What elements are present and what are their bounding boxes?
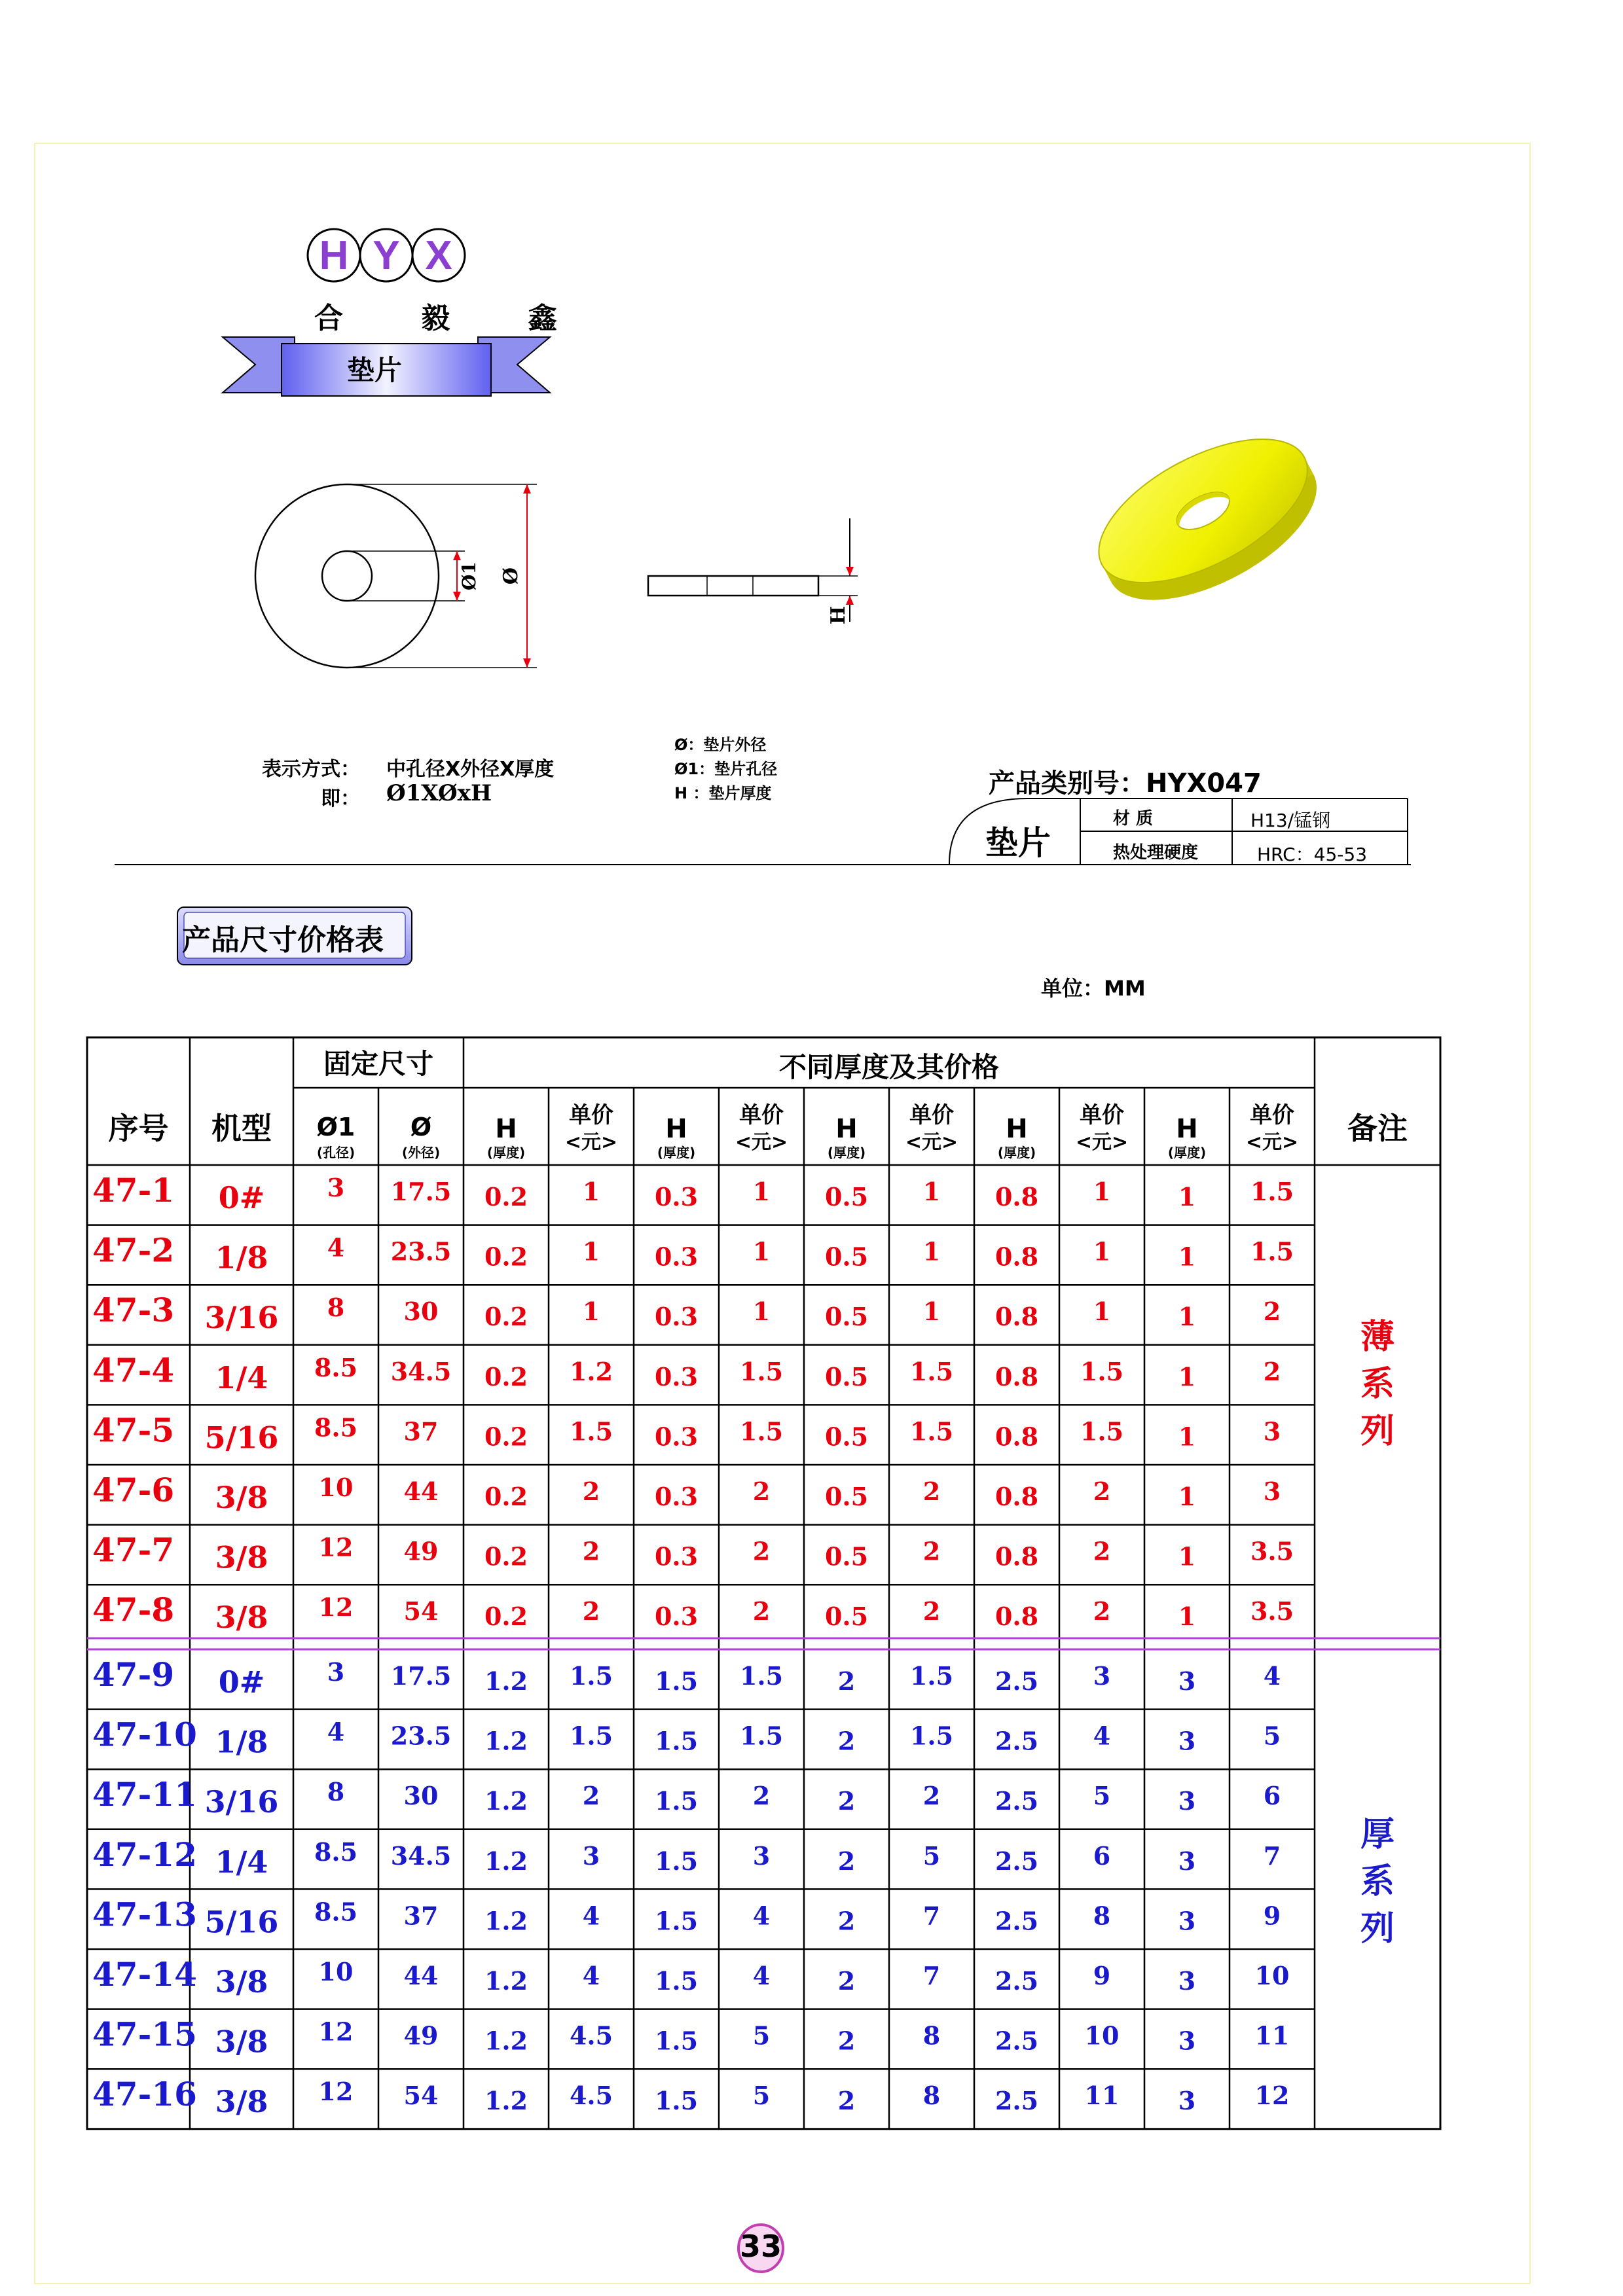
expression-label: 表示方式： (262, 758, 360, 781)
table-cell: 0# (218, 1180, 265, 1215)
group-note: 系 (1360, 1862, 1395, 1901)
table-cell: 5 (1263, 1721, 1281, 1751)
hardness-label: 热处理硬度 (1113, 843, 1199, 863)
table-cell: 1.5 (739, 1661, 784, 1691)
table-cell: 3/8 (215, 1964, 268, 2000)
table-cell: 4 (327, 1717, 345, 1747)
table-cell: 3/16 (204, 1300, 279, 1336)
table-cell: 37 (403, 1901, 439, 1931)
table-cell: 49 (403, 1536, 439, 1566)
table-cell: 3.5 (1250, 1596, 1294, 1626)
table-cell: 0.5 (824, 1302, 869, 1332)
table-cell: 1.5 (569, 1661, 613, 1691)
table-cell: 3/8 (215, 1600, 268, 1636)
header-note: 备注 (1347, 1111, 1408, 1146)
table-cell: 8 (1093, 1901, 1111, 1931)
table-cell: 0.2 (484, 1602, 528, 1632)
table-cell: 3 (327, 1657, 345, 1687)
logo-letter-h: H (319, 233, 349, 278)
table-cell: 47-6 (92, 1471, 175, 1509)
table-cell: 1 (1178, 1182, 1196, 1211)
header-price-sub-1: <元> (564, 1131, 618, 1154)
table-cell: 1 (1178, 1361, 1196, 1391)
table-cell: 1.5 (1080, 1356, 1124, 1386)
table-cell: 10 (1084, 2020, 1120, 2051)
table-cell: 1.2 (484, 1666, 528, 1696)
table-cell: 5 (752, 2081, 771, 2111)
legend-thickness: H ：垫片厚度 (674, 784, 772, 802)
table-cell: 2 (837, 1726, 856, 1756)
table-cell: 4 (1093, 1721, 1111, 1751)
table-cell: 1.5 (654, 2026, 699, 2056)
header-thickness-3: H (835, 1114, 858, 1144)
table-cell: 3 (327, 1173, 345, 1202)
table-cell: 12 (318, 1592, 354, 1623)
table-cell: 2 (837, 1846, 856, 1876)
table-cell: 2 (837, 2086, 856, 2116)
expression-eq-label: 即： (321, 787, 360, 810)
table-cell: 0.5 (824, 1182, 869, 1211)
table-cell: 4 (752, 1901, 771, 1931)
table-cell: 3 (1178, 1846, 1196, 1876)
table-cell: 2.5 (994, 1966, 1039, 1996)
table-cell: 1 (582, 1236, 600, 1266)
table-cell: 1 (1093, 1297, 1111, 1327)
table-cell: 0.8 (994, 1361, 1039, 1391)
group-note: 列 (1360, 1412, 1395, 1451)
table-cell: 0.8 (994, 1422, 1039, 1452)
table-cell: 0.2 (484, 1541, 528, 1571)
header-thickness-sub-1: (厚度) (486, 1145, 526, 1160)
table-cell: 5 (922, 1840, 941, 1871)
table-cell: 12 (318, 2077, 354, 2107)
table-cell: 1.5 (909, 1356, 954, 1386)
table-cell: 47-9 (92, 1655, 175, 1694)
table-cell: 2 (922, 1596, 941, 1626)
table-cell: 6 (1093, 1840, 1111, 1871)
header-thickness-5: H (1176, 1114, 1198, 1144)
table-cell: 47-12 (92, 1835, 197, 1874)
table-cell: 2 (752, 1596, 771, 1626)
table-cell: 2 (752, 1477, 771, 1506)
table-cell: 1/8 (215, 1240, 268, 1276)
table-cell: 0.8 (994, 1182, 1039, 1211)
table-cell: 11 (1254, 2020, 1290, 2051)
table-cell: 1/8 (215, 1724, 268, 1760)
table-cell: 8 (327, 1293, 345, 1323)
group-note: 系 (1360, 1365, 1395, 1404)
table-cell: 0.5 (824, 1422, 869, 1452)
table-cell: 0.8 (994, 1482, 1039, 1511)
header-price-sub-2: <元> (735, 1131, 788, 1154)
table-cell: 0.8 (994, 1541, 1039, 1571)
table-cell: 1.5 (1250, 1236, 1294, 1266)
header-outer-sub: (外径) (401, 1145, 441, 1160)
table-cell: 23.5 (390, 1236, 452, 1266)
table-cell: 3 (1263, 1416, 1281, 1446)
table-cell: 0.2 (484, 1482, 528, 1511)
unit-label: 单位：MM (1041, 976, 1146, 1001)
table-cell: 3 (1178, 2086, 1196, 2116)
table-cell: 7 (922, 1961, 941, 1990)
group-note: 薄 (1360, 1318, 1395, 1357)
material-value: H13/锰钢 (1250, 810, 1331, 831)
table-cell: 4 (582, 1901, 600, 1931)
table-cell: 2 (582, 1596, 600, 1626)
material-label: 材 质 (1113, 809, 1154, 829)
header-thickness-sub-2: (厚度) (657, 1145, 696, 1160)
table-cell: 54 (403, 1596, 439, 1626)
header-seq: 序号 (108, 1111, 169, 1146)
table-cell: 1 (1178, 1541, 1196, 1571)
table-cell: 1.5 (654, 1666, 699, 1696)
table-cell: 3 (1178, 1726, 1196, 1756)
table-cell: 0.3 (654, 1541, 699, 1571)
table-cell: 2 (922, 1477, 941, 1506)
table-cell: 2.5 (994, 1846, 1039, 1876)
table-cell: 47-5 (92, 1410, 175, 1450)
thickness-label: H (827, 605, 850, 625)
table-cell: 3 (1263, 1477, 1281, 1506)
table-cell: 47-16 (92, 2075, 197, 2114)
table-cell: 1.2 (484, 1966, 528, 1996)
table-cell: 8.5 (314, 1897, 358, 1927)
table-cell: 2 (1263, 1356, 1281, 1386)
table-cell: 0.8 (994, 1602, 1039, 1632)
hole-diameter-label: Ø1 (458, 562, 480, 590)
table-cell: 10 (318, 1957, 354, 1986)
table-cell: 1 (1178, 1482, 1196, 1511)
table-cell: 8 (922, 2081, 941, 2111)
table-cell: 1.2 (484, 1726, 528, 1756)
table-cell: 3 (1093, 1661, 1111, 1691)
table-cell: 0.3 (654, 1182, 699, 1211)
expression-formula: Ø1XØxH (386, 780, 492, 806)
washer-3d-image (1080, 419, 1329, 609)
table-cell: 1.5 (1250, 1177, 1294, 1206)
header-outer-diameter: Ø (410, 1113, 432, 1141)
table-cell: 2 (1093, 1477, 1111, 1506)
table-cell: 1.5 (909, 1661, 954, 1691)
table-cell: 2.5 (994, 1726, 1039, 1756)
table-cell: 3 (752, 1840, 771, 1871)
category-label: 垫片 (347, 354, 403, 386)
logo-letter-y: Y (373, 233, 400, 278)
table-cell: 30 (403, 1781, 439, 1811)
table-cell: 1.2 (484, 1786, 528, 1816)
page-number: 33 (739, 2229, 782, 2264)
table-cell: 6 (1263, 1781, 1281, 1811)
table-cell: 0.5 (824, 1602, 869, 1632)
table-cell: 1 (1093, 1177, 1111, 1206)
table-cell: 2.5 (994, 1906, 1039, 1936)
table-cell: 0.5 (824, 1361, 869, 1391)
table-cell: 17.5 (390, 1177, 452, 1206)
table-cell: 1.2 (569, 1356, 613, 1386)
table-cell: 2 (837, 1966, 856, 1996)
table-cell: 1 (922, 1236, 941, 1266)
table-cell: 0.2 (484, 1361, 528, 1391)
table-cell: 1.5 (654, 1846, 699, 1876)
table-cell: 47-2 (92, 1230, 175, 1270)
price-table-title: 产品尺寸价格表 (182, 924, 384, 957)
table-cell: 0.3 (654, 1302, 699, 1332)
table-cell: 3.5 (1250, 1536, 1294, 1566)
table-cell: 3 (1178, 1906, 1196, 1936)
table-cell: 2.5 (994, 2026, 1039, 2056)
header-thickness-sub-4: (厚度) (997, 1145, 1036, 1160)
header-hole-sub: (孔径) (316, 1145, 356, 1160)
table-cell: 1.5 (569, 1416, 613, 1446)
table-cell: 5 (752, 2020, 771, 2051)
table-cell: 4 (582, 1961, 600, 1990)
table-cell: 3 (1178, 1966, 1196, 1996)
table-cell: 0.5 (824, 1242, 869, 1272)
table-cell: 30 (403, 1297, 439, 1327)
table-cell: 1.5 (1080, 1416, 1124, 1446)
header-price-4: 单价 (1080, 1102, 1124, 1128)
header-price-sub-3: <元> (905, 1131, 958, 1154)
header-price-3: 单价 (909, 1102, 954, 1128)
legend-outer: Ø：垫片外径 (674, 736, 767, 754)
table-cell: 1.5 (654, 1906, 699, 1936)
table-cell: 2 (837, 1666, 856, 1696)
table-cell: 47-14 (92, 1955, 197, 1994)
table-cell: 1.5 (739, 1356, 784, 1386)
hardness-value: HRC：45-53 (1257, 844, 1368, 865)
table-cell: 0.3 (654, 1482, 699, 1511)
header-thickness-sub-5: (厚度) (1167, 1145, 1207, 1160)
washer-side-view (642, 511, 864, 641)
table-cell: 0.3 (654, 1602, 699, 1632)
table-cell: 47-15 (92, 2015, 197, 2054)
table-cell: 1 (752, 1297, 771, 1327)
table-cell: 2 (582, 1781, 600, 1811)
table-cell: 8.5 (314, 1837, 358, 1867)
table-cell: 47-1 (92, 1171, 175, 1210)
table-cell: 12 (1254, 2081, 1290, 2111)
table-cell: 49 (403, 2020, 439, 2051)
table-cell: 47-7 (92, 1530, 175, 1570)
table-cell: 0.2 (484, 1242, 528, 1272)
table-cell: 47-11 (92, 1775, 197, 1814)
table-cell: 8 (922, 2020, 941, 2051)
table-cell: 10 (318, 1473, 354, 1502)
header-price-2: 单价 (739, 1102, 784, 1128)
table-cell: 0.5 (824, 1482, 869, 1511)
table-cell: 0.2 (484, 1422, 528, 1452)
table-cell: 1 (922, 1297, 941, 1327)
table-cell: 2 (837, 1906, 856, 1936)
outer-diameter-label: Ø (500, 567, 522, 585)
table-cell: 9 (1093, 1961, 1111, 1990)
table-cell: 0.2 (484, 1302, 528, 1332)
header-thickness-1: H (495, 1114, 517, 1144)
table-cell: 1.5 (654, 1966, 699, 1996)
table-cell: 2.5 (994, 1666, 1039, 1696)
header-model: 机型 (211, 1111, 272, 1146)
table-cell: 0# (218, 1664, 265, 1700)
logo-letter-x: X (425, 233, 452, 278)
table-cell: 17.5 (390, 1661, 452, 1691)
header-price-sub-5: <元> (1245, 1131, 1299, 1154)
table-cell: 1 (922, 1177, 941, 1206)
table-cell: 47-8 (92, 1590, 175, 1630)
table-cell: 4 (327, 1232, 345, 1263)
table-cell: 0.2 (484, 1182, 528, 1211)
table-cell: 4 (752, 1961, 771, 1990)
header-hole-diameter: Ø1 (316, 1113, 356, 1141)
table-cell: 1.5 (909, 1416, 954, 1446)
header-price-5: 单价 (1250, 1102, 1294, 1128)
expression-text: 中孔径X外径X厚度 (386, 758, 555, 781)
table-cell: 12 (318, 1532, 354, 1562)
table-cell: 7 (1263, 1840, 1281, 1871)
table-cell: 1.5 (909, 1721, 954, 1751)
table-cell: 2 (582, 1536, 600, 1566)
table-cell: 47-13 (92, 1895, 197, 1934)
table-cell: 0.3 (654, 1242, 699, 1272)
table-cell: 2.5 (994, 2086, 1039, 2116)
table-cell: 1.2 (484, 1906, 528, 1936)
header-thickness-2: H (665, 1114, 687, 1144)
table-cell: 3 (1178, 1786, 1196, 1816)
catalog-number: 产品类别号：HYX047 (989, 768, 1262, 798)
group-note: 列 (1360, 1909, 1395, 1948)
table-cell: 1 (752, 1177, 771, 1206)
table-cell: 1.2 (484, 1846, 528, 1876)
table-cell: 3/8 (215, 1480, 268, 1515)
table-cell: 1 (1178, 1302, 1196, 1332)
table-cell: 37 (403, 1416, 439, 1446)
table-cell: 8.5 (314, 1412, 358, 1443)
table-cell: 1/4 (215, 1844, 268, 1880)
header-price-1: 单价 (569, 1102, 613, 1128)
table-cell: 34.5 (390, 1356, 452, 1386)
table-cell: 2 (837, 1786, 856, 1816)
table-cell: 5 (1093, 1781, 1111, 1811)
table-cell: 2 (837, 2026, 856, 2056)
table-cell: 0.5 (824, 1541, 869, 1571)
table-cell: 1 (752, 1236, 771, 1266)
table-cell: 0.8 (994, 1302, 1039, 1332)
table-cell: 3/8 (215, 2024, 268, 2060)
table-cell: 0.8 (994, 1242, 1039, 1272)
table-cell: 0.3 (654, 1361, 699, 1391)
table-cell: 11 (1084, 2081, 1120, 2111)
table-cell: 2 (752, 1536, 771, 1566)
table-cell: 34.5 (390, 1840, 452, 1871)
table-cell: 1.5 (569, 1721, 613, 1751)
table-cell: 1.5 (654, 2086, 699, 2116)
table-cell: 1 (1178, 1422, 1196, 1452)
hyx-logo (301, 226, 471, 285)
table-cell: 3/16 (204, 1784, 279, 1820)
table-cell: 23.5 (390, 1721, 452, 1751)
table-cell: 54 (403, 2081, 439, 2111)
table-cell: 8.5 (314, 1352, 358, 1382)
table-cell: 2.5 (994, 1786, 1039, 1816)
header-thickness-sub-3: (厚度) (827, 1145, 866, 1160)
table-cell: 47-4 (92, 1350, 175, 1390)
table-cell: 10 (1254, 1961, 1290, 1990)
table-cell: 7 (922, 1901, 941, 1931)
legend-hole: Ø1：垫片孔径 (674, 760, 778, 778)
table-cell: 44 (403, 1477, 439, 1506)
table-cell: 8 (327, 1777, 345, 1807)
table-cell: 1 (1178, 1242, 1196, 1272)
table-cell: 2 (1263, 1297, 1281, 1327)
table-cell: 44 (403, 1961, 439, 1990)
table-cell: 2 (922, 1781, 941, 1811)
table-cell: 1 (582, 1297, 600, 1327)
table-cell: 47-10 (92, 1715, 197, 1754)
header-fixed-size: 固定尺寸 (323, 1048, 434, 1080)
table-cell: 12 (318, 2017, 354, 2047)
table-cell: 2 (1093, 1596, 1111, 1626)
table-cell: 1.5 (739, 1721, 784, 1751)
company-name: 合 毅 鑫 (314, 302, 591, 335)
table-cell: 1 (1178, 1602, 1196, 1632)
table-cell: 3/8 (215, 2084, 268, 2120)
table-cell: 4.5 (569, 2081, 613, 2111)
table-cell: 0.3 (654, 1422, 699, 1452)
table-cell: 3 (1178, 2026, 1196, 2056)
table-cell: 1.5 (654, 1726, 699, 1756)
table-cell: 2 (752, 1781, 771, 1811)
table-cell: 9 (1263, 1901, 1281, 1931)
table-cell: 1.5 (739, 1416, 784, 1446)
table-cell: 1 (1093, 1236, 1111, 1266)
table-cell: 3/8 (215, 1539, 268, 1575)
table-cell: 1 (582, 1177, 600, 1206)
table-cell: 1.2 (484, 2086, 528, 2116)
table-cell: 47-3 (92, 1291, 175, 1330)
table-cell: 3 (582, 1840, 600, 1871)
table-cell: 3 (1178, 1666, 1196, 1696)
header-thickness-4: H (1006, 1114, 1028, 1144)
table-cell: 4.5 (569, 2020, 613, 2051)
header-price-sub-4: <元> (1075, 1131, 1129, 1154)
table-cell: 5/16 (204, 1904, 279, 1940)
table-cell: 2 (922, 1536, 941, 1566)
table-cell: 4 (1263, 1661, 1281, 1691)
table-cell: 1.2 (484, 2026, 528, 2056)
table-cell: 2 (1093, 1536, 1111, 1566)
spec-product-name: 垫片 (985, 824, 1051, 862)
table-cell: 1.5 (654, 1786, 699, 1816)
group-note: 厚 (1360, 1815, 1395, 1854)
table-cell: 5/16 (204, 1420, 279, 1456)
header-varying-thickness: 不同厚度及其价格 (778, 1051, 1000, 1083)
table-cell: 2 (582, 1477, 600, 1506)
table-cell: 1/4 (215, 1359, 268, 1395)
washer-front-view (249, 465, 563, 687)
